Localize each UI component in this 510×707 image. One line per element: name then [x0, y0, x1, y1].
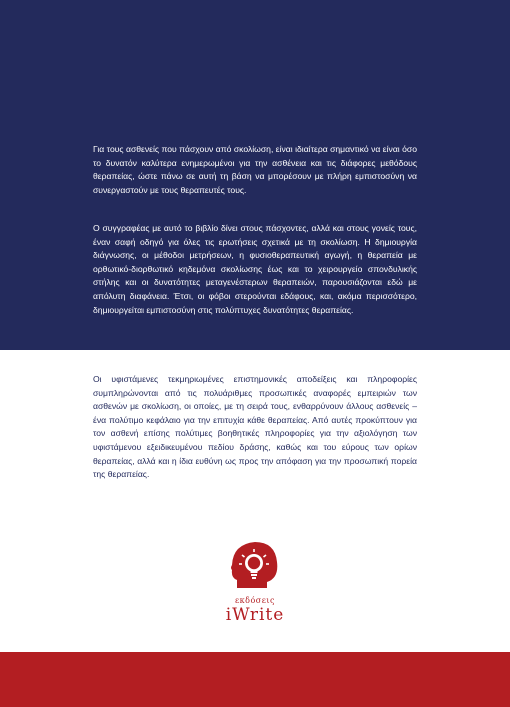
publisher-label-small: εκδόσεις [235, 596, 275, 605]
publisher-logo [207, 538, 303, 642]
bottom-red-band [0, 652, 510, 707]
blurb-paragraph-1: Για τους ασθενείς που πάσχουν από σκολίωση, είναι ιδιαίτερα σημαντικό να είναι όσο το δυνατόν καλύτερα ενημερωμένοι για την ασθένεια και τις διάφορες μεθόδους θεραπείας, ώστε πάνω σε αυτή τη βάση να μπορέσουν με πλήρη εμπιστοσύνη να συνεργαστούν με τους θεραπευτές τους. [93, 144, 417, 195]
blurb-paragraph-2: Ο συγγραφέας με αυτό το βιβλίο δίνει στους πάσχοντες, αλλά και στους γονείς τους, έναν σαφή οδηγό για όλες τις ερωτήσεις σχετικά με τη σκολίωση. Η δημιουργία διάγνωσης, οι μέθοδοι μετρήσεων, η φυσιοθεραπευτική αγωγή, η θεραπεία με ορθωτικό-διορθωτικό κηδεμόνα σκολίωσης έως και το χειρουργείο σπονδυλικής στήλης και οι δυνατότητες μεταγενέστερων θεραπειών, παρουσιάζονται εδώ με απόλυτη διαφάνεια. Έτσι, οι φόβοι στερούνται εδάφους, και, ακόμα περισσότερο, δημιουργείται εμπιστοσύνη στις πολύπτυχες δυνατότητες θεραπείας. [93, 223, 417, 315]
head-lightbulb-icon [227, 538, 283, 594]
publisher-name: iWrite [225, 605, 285, 625]
blurb-paragraph-3: Οι υφιστάμενες τεκμηριωμένες επιστημονικές αποδείξεις και πληροφορίες συμπληρώνονται από τις πολυάριθμες προσωπικές αναφορές εμπειριών των ασθενών με σκολίωση, οι οποίες, με τη σειρά τους, ενθαρρύνουν άλλους ασθενείς – ένα πολύτιμο κεφάλαιο για την επιτυχία κάθε θεραπείας. Από αυτές προκύπτουν για τον ασθενή επίσης πολύτιμες βοηθητικές πληροφορίες για την αξιολόγηση των υφιστάμενου εξειδικευμένου πεδίου δράσης, καθώς και του εύρους των ορίων θεραπείας, αλλά και η ίδια ευθύνη ως προς την απόφαση για την προσωπική πορεία της θεραπείας. [93, 374, 417, 480]
